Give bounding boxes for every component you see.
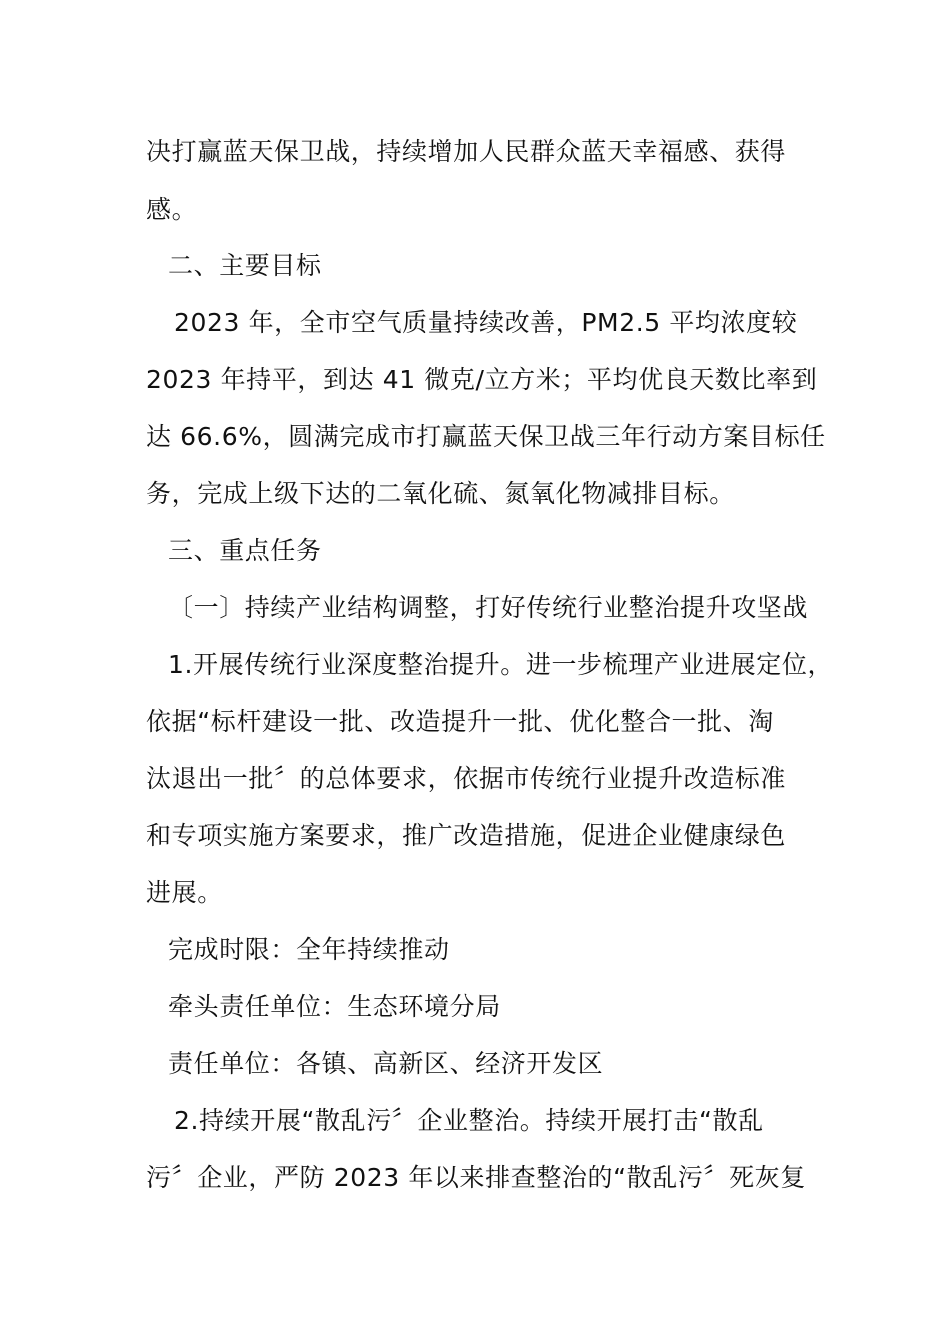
paragraph-line: 污〞企业，严防 2023 年以来排查整治的“散乱污〞死灰复 bbox=[146, 1163, 806, 1192]
paragraph-line: 决打赢蓝天保卫战，持续增加人民群众蓝天幸福感、获得 bbox=[146, 137, 787, 166]
paragraph-line: 进展。 bbox=[146, 878, 223, 907]
section-heading-tasks: 三、重点任务 bbox=[168, 536, 322, 565]
paragraph-line: 务，完成上级下达的二氧化硫、氮氧化物减排目标。 bbox=[146, 479, 735, 508]
paragraph-line: 2023 年，全市空气质量持续改善，PM2.5 平均浓度较 bbox=[174, 308, 798, 337]
paragraph-line: 和专项实施方案要求，推广改造措施，促进企业健康绿色 bbox=[146, 821, 787, 850]
responsible-units: 责任单位：各镇、高新区、经济开发区 bbox=[168, 1049, 604, 1078]
completion-deadline: 完成时限：全年持续推动 bbox=[168, 935, 450, 964]
lead-responsible-unit: 牵头责任单位：生态环境分局 bbox=[168, 992, 501, 1021]
section-heading-goals: 二、主要目标 bbox=[168, 251, 322, 280]
paragraph-line: 达 66.6%，圆满完成市打赢蓝天保卫战三年行动方案目标任 bbox=[146, 422, 826, 451]
paragraph-line: 1.开展传统行业深度整治提升。进一步梳理产业进展定位， bbox=[168, 650, 834, 679]
paragraph-line: 感。 bbox=[146, 195, 198, 224]
paragraph-line: 2023 年持平，到达 41 微克/立方米；平均优良天数比率到 bbox=[146, 365, 818, 394]
paragraph-line: 依据“标杆建设一批、改造提升一批、优化整合一批、淘 bbox=[146, 707, 774, 736]
subsection-heading: 〔一〕持续产业结构调整，打好传统行业整治提升攻坚战 bbox=[168, 593, 809, 622]
paragraph-line: 汰退出一批〞的总体要求，依据市传统行业提升改造标准 bbox=[146, 764, 787, 793]
paragraph-line: 2.持续开展“散乱污〞企业整治。持续开展打击“散乱 bbox=[174, 1106, 764, 1135]
